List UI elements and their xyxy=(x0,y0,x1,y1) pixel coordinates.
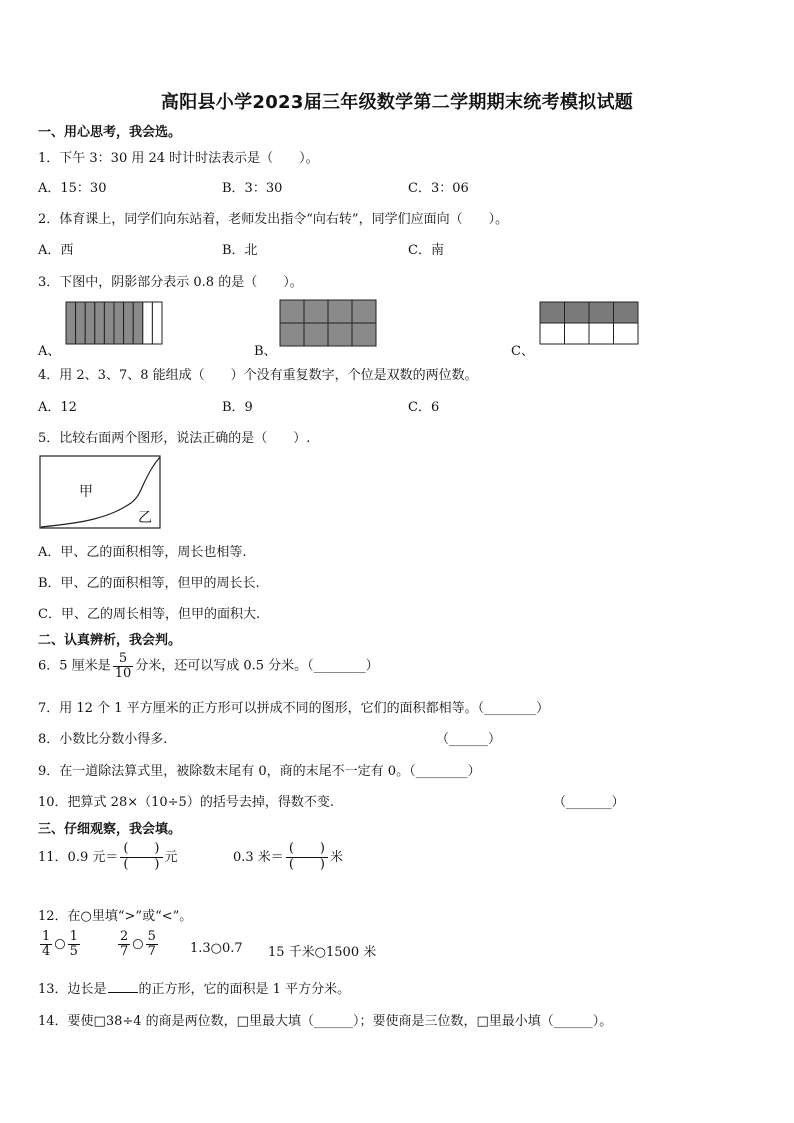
q11-right-fraction-blank[interactable] xyxy=(286,842,328,873)
q12-e2-fraction-left xyxy=(118,930,130,958)
question-13 xyxy=(38,978,350,997)
question-2: 2．体育课上，同学们向东站着，老师发出指令“向右转”，同学们应面向（ ）。 xyxy=(38,212,509,227)
q12-e2-den-left: 7 xyxy=(120,943,129,959)
question-6 xyxy=(38,652,379,680)
question-5: 5．比较右面两个图形，说法正确的是（ ）. xyxy=(38,431,311,446)
question-7[interactable]: 7．用 12 个 1 平方厘米的正方形可以拼成不同的图形，它们的面积都相等。（________） xyxy=(38,701,550,716)
q12-e1-num-left: 1 xyxy=(42,929,51,944)
page-title: 高阳县小学2023届三年级数学第二学期期末统考模拟试题 xyxy=(160,92,634,113)
q12-expression-1[interactable] xyxy=(38,930,82,958)
q6-fraction-denominator: 10 xyxy=(114,665,132,681)
q6-prefix: 6．5 厘米是 xyxy=(38,658,111,674)
q1-option-b[interactable]: B．3：30 xyxy=(222,181,283,196)
q4-option-b[interactable]: B．9 xyxy=(222,400,253,415)
q11-left-suffix: 元 xyxy=(164,849,178,865)
q12-e1-den-right: 5 xyxy=(69,943,78,959)
q12-expression-4[interactable]: 15 千米○1500 米 xyxy=(268,945,377,960)
q3-figure-c xyxy=(539,301,639,345)
q12-e1-num-right: 1 xyxy=(69,929,78,944)
q1-option-a[interactable]: A．15：30 xyxy=(38,181,107,196)
q4-option-a[interactable]: A．12 xyxy=(38,400,77,415)
question-9[interactable]: 9．在一道除法算式里，被除数末尾有 0，商的末尾不一定有 0。（________） xyxy=(38,764,481,779)
q11-left-numerator-blank[interactable]: ( ) xyxy=(120,842,162,858)
q13-prefix: 13．边长是 xyxy=(38,982,107,997)
question-3: 3．下图中，阴影部分表示 0.8 的是（ ）。 xyxy=(38,275,303,290)
q2-option-b[interactable]: B．北 xyxy=(222,243,258,258)
q13-suffix: 的正方形，它的面积是 1 平方分米。 xyxy=(138,982,351,997)
q12-e1-circle[interactable]: ○ xyxy=(54,936,66,952)
question-11-right xyxy=(233,842,343,873)
q5-label-yi: 乙 xyxy=(138,510,152,526)
q5-option-a[interactable]: A．甲、乙的面积相等，周长也相等. xyxy=(38,545,247,560)
q1-option-c[interactable]: C．3：06 xyxy=(408,181,469,196)
q11-right-denominator-blank[interactable]: ( ) xyxy=(288,856,325,872)
q12-e2-den-right: 7 xyxy=(147,943,156,959)
q11-left-fraction-blank[interactable] xyxy=(120,842,162,873)
section-1-heading: 一、用心思考，我会选。 xyxy=(38,125,182,140)
q12-expression-3[interactable]: 1.3○0.7 xyxy=(190,941,243,956)
q12-e1-den-left: 4 xyxy=(42,943,51,959)
question-11 xyxy=(38,842,178,873)
q11-right-suffix: 米 xyxy=(329,849,343,865)
section-2-heading: 二、认真辨析，我会判。 xyxy=(38,633,182,648)
q12-e1-fraction-left xyxy=(40,930,52,958)
q12-e2-num-left: 2 xyxy=(120,929,129,944)
q4-option-c[interactable]: C．6 xyxy=(408,400,440,415)
q3-option-c[interactable]: C、 xyxy=(511,344,534,359)
q8-answer-blank[interactable]: （______） xyxy=(436,732,502,747)
q12-e2-fraction-right xyxy=(146,930,158,958)
q2-option-a[interactable]: A．西 xyxy=(38,243,74,258)
question-8: 8．小数比分数小得多. xyxy=(38,732,168,747)
q3-option-b[interactable]: B、 xyxy=(254,344,277,359)
q6-fraction xyxy=(113,652,134,680)
q5-option-b[interactable]: B．甲、乙的面积相等，但甲的周长长. xyxy=(38,576,260,591)
q3-figure-b xyxy=(279,299,377,347)
q12-e2-circle[interactable]: ○ xyxy=(132,936,144,952)
question-1: 1．下午 3：30 用 24 时计时法表示是（ ）。 xyxy=(38,151,319,166)
q11-left-prefix: 0.9 元＝ xyxy=(67,849,119,865)
section-3-heading: 三、仔细观察，我会填。 xyxy=(38,822,182,837)
q12-expression-2[interactable] xyxy=(116,930,160,958)
q5-label-jia: 甲 xyxy=(79,484,93,500)
question-12: 12．在○里填“>”或“<”。 xyxy=(38,909,193,924)
q6-suffix[interactable]: 分米，还可以写成 0.5 分米。（________） xyxy=(135,658,379,674)
q3-option-a[interactable]: A、 xyxy=(38,344,61,359)
q2-option-c[interactable]: C．南 xyxy=(408,243,444,258)
q12-e2-num-right: 5 xyxy=(147,929,156,944)
question-4: 4．用 2、3、7、8 能组成（ ）个没有重复数字，个位是双数的两位数。 xyxy=(38,368,478,383)
q11-left-denominator-blank[interactable]: ( ) xyxy=(123,856,160,872)
q11-number: 11． xyxy=(38,849,68,865)
q10-answer-blank[interactable]: （_______） xyxy=(553,795,625,810)
q12-e1-fraction-right xyxy=(68,930,80,958)
q11-right-prefix: 0.3 米＝ xyxy=(233,849,284,865)
q3-figure-a xyxy=(65,301,165,345)
q11-right-numerator-blank[interactable]: ( ) xyxy=(286,842,328,858)
question-10: 10．把算式 28×（10÷5）的括号去掉，得数不变. xyxy=(38,795,334,810)
q5-option-c[interactable]: C．甲、乙的周长相等，但甲的面积大. xyxy=(38,607,261,622)
q6-fraction-numerator: 5 xyxy=(113,652,134,667)
q13-answer-blank[interactable] xyxy=(108,980,138,993)
question-14[interactable]: 14．要使□38÷4 的商是两位数，□里最大填（______）；要使商是三位数，□里最小填（______）。 xyxy=(38,1014,613,1029)
